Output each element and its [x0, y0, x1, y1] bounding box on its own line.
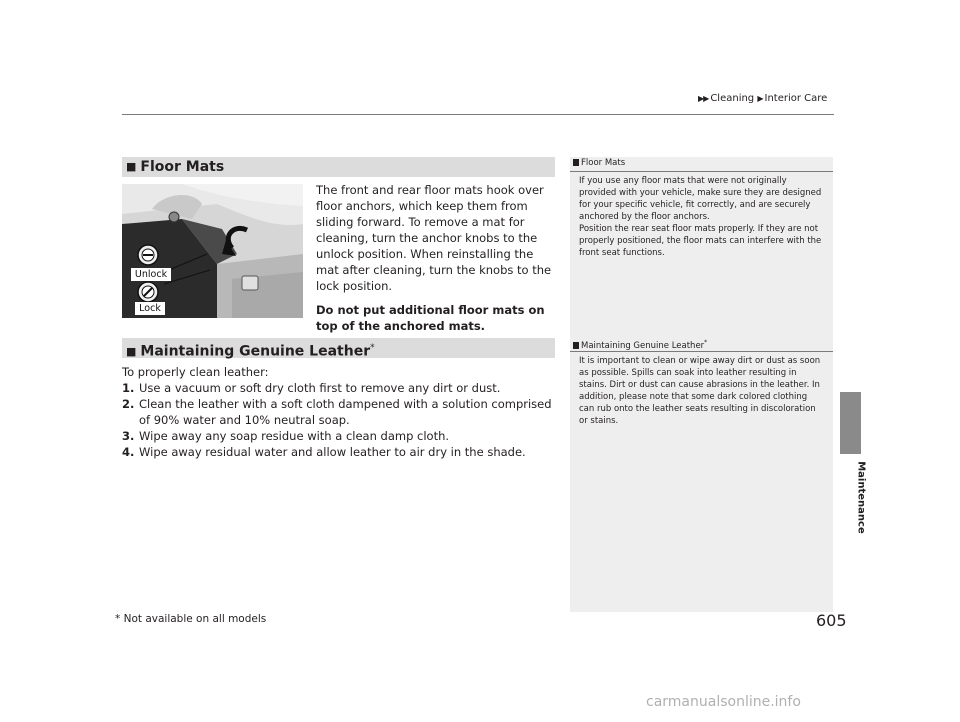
step-number: 2. [122, 397, 135, 411]
step-number: 1. [122, 381, 135, 395]
list-item [122, 444, 554, 460]
step-number: 4. [122, 445, 135, 459]
chapter-tab-marker [840, 392, 861, 454]
leather-heading [122, 338, 555, 358]
step-text: Wipe away residual water and allow leather to air dry in the shade. [139, 445, 526, 459]
floor-mats-warning: Do not put additional floor mats on top of the anchored mats. [316, 303, 545, 333]
chapter-tab-label: Maintenance [855, 461, 867, 534]
step-text: Wipe away any soap residue with a clean damp cloth. [139, 429, 450, 443]
page-number: 605 [816, 611, 847, 630]
floor-mats-note-title: Floor Mats [581, 158, 626, 168]
step-number: 3. [122, 429, 135, 443]
breadcrumb [698, 93, 827, 104]
floor-mats-note-paragraph: Position the rear seat floor mats properly. If they are not properly positioned, the floor mats can interfere with the front seat functions. [579, 224, 822, 258]
leather-note-paragraph: It is important to clean or wipe away dirt or dust as soon as possible. Spills can soak into leather resulting in stains. Dirt or dust can cause abrasions in the leather. In addition, please note that some dark colored clothing can rub onto the leather seats resulting in discoloration or stains. [579, 356, 821, 426]
note-divider [570, 171, 833, 172]
floor-mats-title: Floor Mats [140, 159, 225, 175]
not-all-models-asterisk: * [370, 343, 375, 353]
breadcrumb-arrow-icon: ▶▶ [698, 94, 709, 103]
leather-intro: To properly clean leather: [122, 365, 269, 379]
step-text: Clean the leather with a soft cloth dampened with a solution comprised of 90% water and 10% neutral soap. [139, 397, 552, 427]
floor-mats-note-paragraph: If you use any floor mats that were not originally provided with your vehicle, make sure they are designed for your specific vehicle, fit correctly, and are securely anchored by the floor anchors. [579, 176, 822, 222]
note-reference-icon [573, 342, 579, 349]
floor-mats-heading [122, 157, 555, 177]
square-bullet-icon: ■ [126, 344, 137, 358]
lock-label: Lock [135, 302, 165, 315]
watermark: carmanualsonline.info [646, 694, 801, 710]
breadcrumb-item-interior-care[interactable]: Interior Care [764, 93, 828, 104]
floor-mats-note-body [579, 175, 825, 259]
leather-note-heading [573, 339, 707, 351]
floor-mats-paragraph: The front and rear floor mats hook over floor anchors, which keep them from sliding forward. To remove a mat for cleaning, turn the anchor knobs to the unlock position. When reinstalling the mat after cleaning, turn the knobs to the lock position. [316, 183, 552, 293]
list-item [122, 428, 554, 444]
leather-steps [122, 364, 554, 460]
not-all-models-asterisk: * [704, 339, 708, 346]
list-item [122, 396, 554, 428]
floor-mat-anchor-drawing [122, 184, 303, 318]
list-item [122, 380, 554, 396]
leather-title: Maintaining Genuine Leather [140, 343, 371, 360]
floor-mats-text [316, 182, 554, 334]
unlock-label: Unlock [131, 268, 171, 281]
step-text: Use a vacuum or soft dry cloth first to remove any dirt or dust. [139, 381, 501, 395]
square-bullet-icon: ■ [126, 160, 137, 173]
leather-note-body [579, 355, 825, 427]
leather-note-title: Maintaining Genuine Leather [581, 340, 705, 351]
footnote: * Not available on all models [115, 613, 267, 625]
floor-mats-note-heading [573, 158, 625, 168]
breadcrumb-arrow-icon: ▶ [757, 94, 763, 103]
breadcrumb-item-cleaning[interactable]: Cleaning [710, 93, 755, 104]
note-reference-icon [573, 159, 579, 166]
header-divider [122, 114, 834, 115]
floor-mat-anchor-illustration [122, 184, 303, 318]
note-divider [570, 351, 833, 352]
